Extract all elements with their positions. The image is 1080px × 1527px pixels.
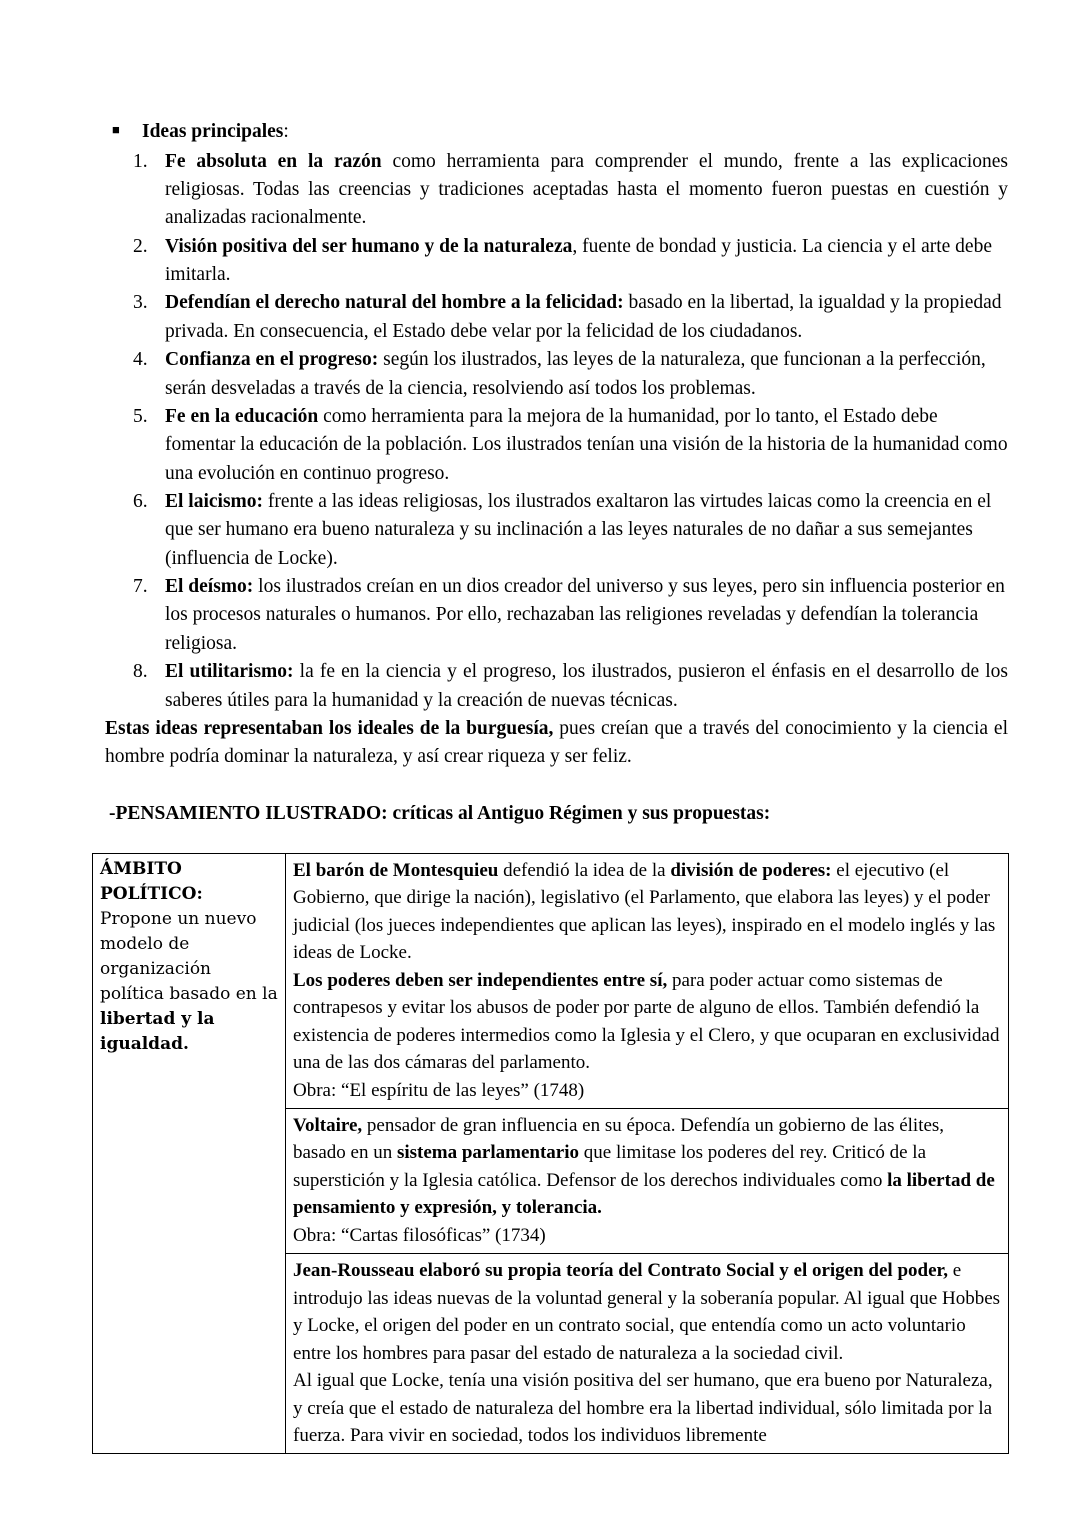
cell-work-reference: Obra: “El espíritu de las leyes” (1748)	[293, 1079, 585, 1101]
list-item-text: Confianza en el progreso: según los ilustrados, las leyes de la naturaleza, que funcionan a la perfección, serán desveladas a través de la ciencia, resolviendo así todos los problemas.	[165, 349, 986, 399]
list-item-text: Visión positiva del ser humano y de la naturaleza, fuente de bondad y justicia. La ciencia y el arte debe imitarla.	[165, 235, 992, 286]
pensamiento-ilustrado-table	[92, 853, 1009, 1455]
closing-paragraph: Estas ideas representaban los ideales de la burguesía, pues creían que a través del conocimiento y la ciencia el hombre podría dominar la naturaleza, y así crear riqueza y ser feliz.	[105, 717, 1008, 768]
ambito-politico-cell: ÁMBITO POLÍTICO: Propone un nuevo modelo de organización política basado en la libertad y la igualdad.	[93, 853, 286, 1454]
list-item: 8. El utilitarismo: la fe en la ciencia y el progreso, los ilustrados, pusieron el énfasis en el desarrollo de los saberes útiles para la humanidad y la creación de nuevas técnicas.	[92, 658, 1008, 715]
list-item: 2. Visión positiva del ser humano y de la naturaleza, fuente de bondad y justicia. La ciencia y el arte debe imitarla.	[92, 233, 1008, 290]
cell-paragraph: Jean-Rousseau elaboró su propia teoría del Contrato Social y el origen del poder, e introdujo las ideas nuevas de la voluntad general y la soberanía popular. Al igual que Hobbes y Locke, el origen del poder en un contrato social, que entendía como un acto voluntario entre los hombres para pasar del estado de naturaleza a la sociedad civil.	[293, 1260, 1001, 1364]
list-item: 3. Defendían el derecho natural del hombre a la felicidad: basado en la libertad, la igualdad y la propiedad privada. En consecuencia, el Estado debe velar por la felicidad de los ciudadanos.	[92, 289, 1008, 346]
ideas-list	[92, 148, 1008, 715]
voltaire-cell	[286, 1108, 1009, 1253]
list-item-text: Fe absoluta en la razón como herramienta para comprender el mundo, frente a las explicaciones religiosas. Todas las creencias y tradiciones aceptadas hasta el momento fueron puestas en cuestión y analizadas racionalmente.	[165, 150, 1008, 229]
list-item-text: El deísmo: los ilustrados creían en un dios creador del universo y sus leyes, pero sin influencia posterior en los procesos naturales o humanos. Por ello, rechazaban las religiones reveladas y defendían la tolerancia religiosa.	[165, 576, 1005, 654]
list-item-text: El utilitarismo: la fe en la ciencia y el progreso, los ilustrados, pusieron el énfasis en el desarrollo de los saberes útiles para la humanidad y la creación de nuevas técnicas.	[165, 661, 1008, 711]
list-item: 4. Confianza en el progreso: según los ilustrados, las leyes de la naturaleza, que funcionan a la perfección, serán desveladas a través de la ciencia, resolviendo así todos los problemas.	[92, 346, 1008, 403]
list-item-text: Fe en la educación como herramienta para la mejora de la humanidad, por lo tanto, el Estado debe fomentar la educación de la población. Los ilustrados tenían una visión de la historia de la humanidad como una evolución en continuo progreso.	[165, 405, 1008, 484]
list-item: 1. Fe absoluta en la razón como herramienta para comprender el mundo, frente a las explicaciones religiosas. Todas las creencias y tradiciones aceptadas hasta el momento fueron puestas en cuestión y analizadas racionalmente.	[92, 148, 1008, 233]
ideas-principales-heading	[92, 118, 1008, 146]
cell-paragraph: Al igual que Locke, tenía una visión positiva del ser humano, que era bueno por Naturaleza, y creía que el estado de naturaleza del hombre era la libertad individual, sólo limitada por la fuerza. Para vivir en sociedad, todos los individuos libremente	[293, 1370, 993, 1446]
cell-work-reference: Obra: “Cartas filosóficas” (1734)	[293, 1224, 546, 1246]
list-item: 6. El laicismo: frente a las ideas religiosas, los ilustrados exaltaron las virtudes laicas como la creencia en el que ser humano era bueno naturaleza y su inclinación a las leyes naturales de no dañar a sus semejantes (influencia de Locke).	[92, 488, 1008, 573]
cell-paragraph: El barón de Montesquieu defendió la idea de la división de poderes: el ejecutivo (el Gobierno, que dirige la nación), legislativo (el Parlamento, que elabora las leyes) y el poder judicial (los jueces independientes que aplican las leyes), inspirado en el modelo inglés y las ideas de Locke.	[293, 859, 996, 964]
cell-paragraph: Voltaire, pensador de gran influencia en su época. Defendía un gobierno de las élites, basado en un sistema parlamentario que limitase los poderes del rey. Criticó de la superstición y la Iglesia católica. Defensor de los derechos individuales como la libertad de pensamiento y expresión, y tolerancia.	[293, 1114, 995, 1219]
square-bullet-icon: ■	[112, 122, 120, 137]
list-item: 7. El deísmo: los ilustrados creían en un dios creador del universo y sus leyes, pero sin influencia posterior en los procesos naturales o humanos. Por ello, rechazaban las religiones reveladas y defendían la tolerancia religiosa.	[92, 573, 1008, 658]
list-item-text: Defendían el derecho natural del hombre a la felicidad: basado en la libertad, la igualdad y la propiedad privada. En consecuencia, el Estado debe velar por la felicidad de los ciudadanos.	[165, 292, 1002, 342]
table-row	[93, 853, 1009, 1108]
rousseau-cell	[286, 1254, 1009, 1454]
list-item-text: El laicismo: frente a las ideas religiosas, los ilustrados exaltaron las virtudes laicas como la creencia en el que ser humano era bueno naturaleza y su inclinación a las leyes naturales de no dañar a sus semejantes (influencia de Locke).	[165, 491, 992, 569]
montesquieu-cell	[286, 853, 1009, 1108]
section-heading: -PENSAMIENTO ILUSTRADO: críticas al Antiguo Régimen y sus propuestas:	[109, 802, 771, 824]
list-item: 5. Fe en la educación como herramienta para la mejora de la humanidad, por lo tanto, el Estado debe fomentar la educación de la población. Los ilustrados tenían una visión de la historia de la humanidad como una evolución en continuo progreso.	[92, 403, 1008, 488]
cell-paragraph: Los poderes deben ser independientes entre sí, para poder actuar como sistemas de contrapesos y evitar los abusos de poder por parte de alguno de ellos. También defendió la existencia de poderes intermedios como la Iglesia y el Clero, y que ocuparan en exclusividad una de las dos cámaras del parlamento.	[293, 969, 1000, 1074]
ideas-principales-label: Ideas principales:	[142, 121, 289, 142]
